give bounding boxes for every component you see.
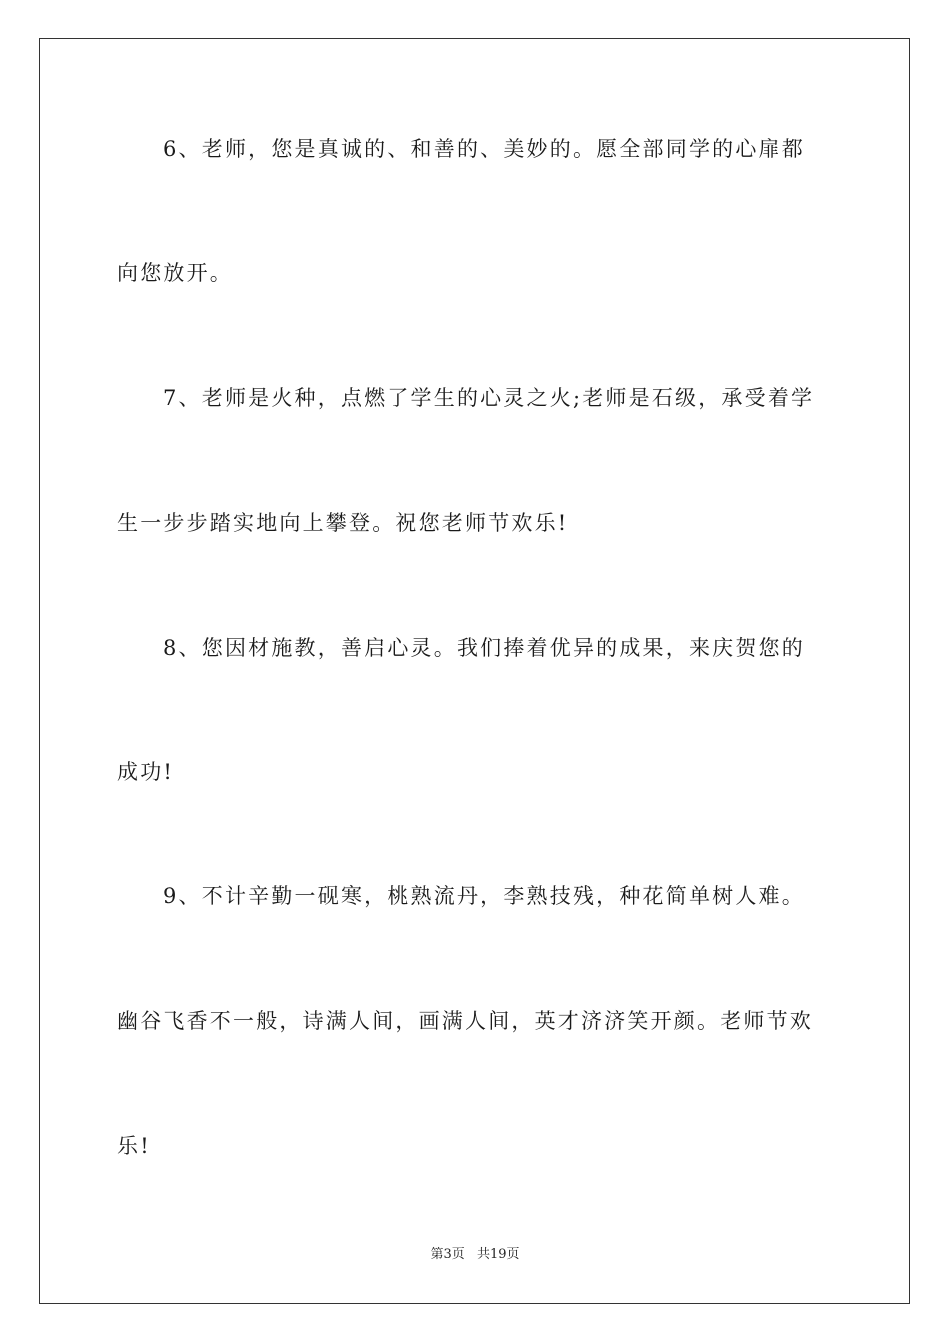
paragraph-7-line-2: 生一步步踏实地向上攀登。祝您老师节欢乐!: [117, 511, 569, 535]
paragraph-9-line-3: 乐!: [117, 1134, 151, 1158]
paragraph-6-line-2: 向您放开。: [117, 261, 233, 285]
paragraph-7-line-1: 7、老师是火种，点燃了学生的心灵之火;老师是石级，承受着学: [163, 386, 815, 410]
paragraph-6-line-1: 6、老师，您是真诚的、和善的、美妙的。愿全部同学的心扉都: [163, 137, 805, 161]
page-footer: [0, 1246, 950, 1264]
page-frame: [39, 38, 910, 1304]
page-number: 第3页: [430, 1247, 465, 1262]
paragraph-9-line-1: 9、不计辛勤一砚寒，桃熟流丹，李熟技残，种花简单树人难。: [163, 884, 805, 908]
paragraph-8-line-1: 8、您因材施教，善启心灵。我们捧着优异的成果，来庆贺您的: [163, 636, 805, 660]
page-total: 共19页: [476, 1247, 520, 1262]
paragraph-9-line-2: 幽谷飞香不一般，诗满人间，画满人间，英才济济笑开颜。老师节欢: [117, 1009, 813, 1033]
paragraph-8-line-2: 成功!: [117, 760, 175, 784]
